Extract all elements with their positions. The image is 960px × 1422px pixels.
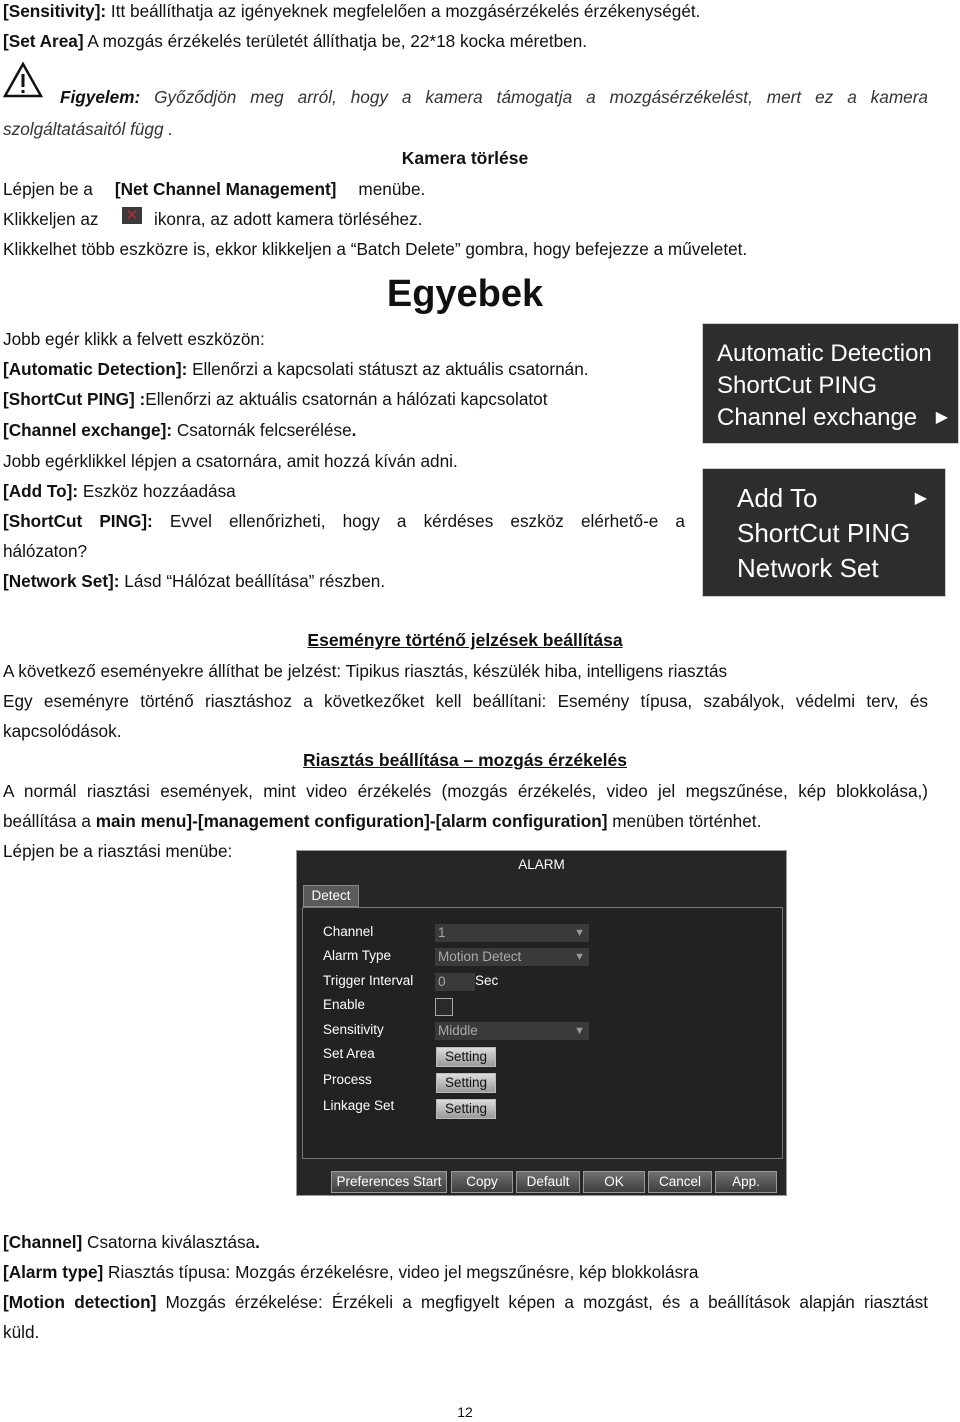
event-p2b: kapcsolódások. xyxy=(3,721,122,741)
event-p2a: Egy eseményre történő riasztáshoz a következőket kell beállítani: Esemény típusa, szabályok, védelmi terv, és xyxy=(3,691,928,711)
ping2-line: [ShortCut PING]: Evvel ellenőrizheti, hogy a kérdéses eszköz elérhető-e a xyxy=(3,511,685,531)
step2-rest: ikonra, az adott kamera törléséhez. xyxy=(154,209,423,229)
alarm-heading: Riasztás beállítása – mozgás érzékelés xyxy=(303,750,627,770)
menu-item-network-set[interactable]: Network Set xyxy=(737,553,879,583)
label-linkage-set: Linkage Set xyxy=(323,1098,395,1113)
menu-item-shortcut-ping[interactable]: ShortCut PING xyxy=(717,372,878,399)
channel-line: [Channel] Csatorna kiválasztása. xyxy=(3,1232,260,1252)
warning-icon xyxy=(3,62,43,98)
step2-line: Klikkeljen az xyxy=(3,209,99,229)
preferences-start-button[interactable]: Preferences Start xyxy=(331,1171,447,1193)
alarm-title: ALARM xyxy=(518,857,565,872)
chevron-down-icon: ▼ xyxy=(574,1025,585,1037)
alarm-window xyxy=(296,850,787,1196)
netset-line: [Network Set]: Lásd “Hálózat beállítása” részben. xyxy=(3,571,386,591)
event-p1: A következő eseményekre állíthat be jelzést: Tipikus riasztás, készülék hiba, intelligens riasztás xyxy=(3,661,728,681)
copy-button[interactable]: Copy xyxy=(451,1171,513,1193)
right-click2-line: Jobb egérklikkel lépjen a csatornára, amit hozzá kíván adni. xyxy=(3,451,458,471)
label-channel: Channel xyxy=(323,924,374,939)
kamera-heading: Kamera törlése xyxy=(401,148,529,168)
alarm-p1b: beállítása a main menu]-[management configuration]-[alarm configuration] menüben történhet. xyxy=(3,811,762,831)
linkage-set-button[interactable]: Setting xyxy=(436,1099,496,1119)
default-button[interactable]: Default xyxy=(516,1171,580,1193)
chevron-right-icon: ▶ xyxy=(935,409,948,426)
menu-item-channel-exchange[interactable]: Channel exchange ▶ xyxy=(717,402,958,434)
label-alarm-type: Alarm Type xyxy=(323,948,392,963)
delete-icon: ✕ xyxy=(122,207,142,224)
autodet-line: [Automatic Detection]: Ellenőrzi a kapcsolati státuszt az aktuális csatornán. xyxy=(3,359,589,379)
step1-line: Lépjen be a [Net Channel Management] menübe. xyxy=(3,179,426,199)
egyebek-heading: Egyebek xyxy=(386,273,544,315)
warning-line: Figyelem: Győződjön meg arról, hogy a kamera támogatja a mozgásérzékelést, mert ez a kamera xyxy=(60,87,928,107)
menu-item-shortcut-ping[interactable]: ShortCut PING xyxy=(737,518,911,548)
set-area-button[interactable]: Setting xyxy=(436,1047,496,1067)
page-number: 12 xyxy=(457,1404,473,1420)
label-sensitivity: Sensitivity xyxy=(323,1022,384,1037)
menu-item-automatic-detection[interactable]: Automatic Detection xyxy=(717,340,932,367)
label-enable: Enable xyxy=(323,997,366,1012)
sensitivity-select[interactable]: Middle ▼ xyxy=(435,1022,589,1040)
chevron-down-icon: ▼ xyxy=(574,927,585,939)
trigger-interval-input[interactable]: 0 xyxy=(435,973,475,991)
tab-detect[interactable]: Detect xyxy=(303,885,359,907)
motion-detection-line-2: küld. xyxy=(3,1322,40,1342)
event-heading: Eseményre történő jelzések beállítása xyxy=(307,630,623,650)
chevron-down-icon: ▼ xyxy=(574,951,585,963)
context-menu-2 xyxy=(702,468,946,597)
chevron-right-icon: ▶ xyxy=(914,490,927,507)
alarm-panel xyxy=(302,907,783,1159)
addto-line: [Add To]: Eszköz hozzáadása xyxy=(3,481,236,501)
label-process: Process xyxy=(323,1072,372,1087)
alarm-p1a: A normál riasztási események, mint video érzékelés (mozgás érzékelés, video jel megszűnése, kép blokkolása,) xyxy=(3,781,928,801)
warning-line-2: szolgáltatásaitól függ . xyxy=(3,119,174,139)
enable-checkbox[interactable] xyxy=(435,998,453,1016)
trigger-unit: Sec xyxy=(475,973,499,988)
label-trigger-interval: Trigger Interval xyxy=(323,973,414,988)
cancel-button[interactable]: Cancel xyxy=(648,1171,712,1193)
channel-select[interactable]: 1 ▼ xyxy=(435,924,589,942)
label-set-area: Set Area xyxy=(323,1046,375,1061)
alarm-enter-line: Lépjen be a riasztási menübe: xyxy=(3,841,233,861)
right-click-line: Jobb egér klikk a felvett eszközön: xyxy=(3,329,265,349)
step3-line: Klikkelhet több eszközre is, ekkor klikkeljen a “Batch Delete” gombra, hogy befejezze a műveletet. xyxy=(3,239,748,259)
process-button[interactable]: Setting xyxy=(436,1073,496,1093)
apply-button[interactable]: App. xyxy=(715,1171,777,1193)
ok-button[interactable]: OK xyxy=(583,1171,645,1193)
context-menu-1 xyxy=(702,323,959,444)
chex-line: [Channel exchange]: Csatornák felcserélése. xyxy=(3,420,357,440)
sensitivity-line: [Sensitivity]: Itt beállíthatja az igényeknek megfelelően a mozgásérzékelés érzékenységét. xyxy=(3,1,701,21)
alarm-type-line: [Alarm type] Riasztás típusa: Mozgás érzékelésre, video jel megszűnésre, kép blokkolásra xyxy=(3,1262,699,1282)
menu-item-add-to[interactable]: Add To ▶ xyxy=(737,481,945,516)
alarm-type-select[interactable]: Motion Detect ▼ xyxy=(435,948,589,966)
ping-line: [ShortCut PING] :Ellenőrzi az aktuális csatornán a hálózati kapcsolatot xyxy=(3,389,548,409)
motion-detection-line: [Motion detection] Mozgás érzékelése: Érzékeli a megfigyelt képen a mozgást, és a beállítások alapján riasztást xyxy=(3,1292,928,1312)
ping2-line-2: hálózaton? xyxy=(3,541,88,561)
set-area-line: [Set Area] A mozgás érzékelés területét állíthatja be, 22*18 kocka méretben. xyxy=(3,31,588,51)
